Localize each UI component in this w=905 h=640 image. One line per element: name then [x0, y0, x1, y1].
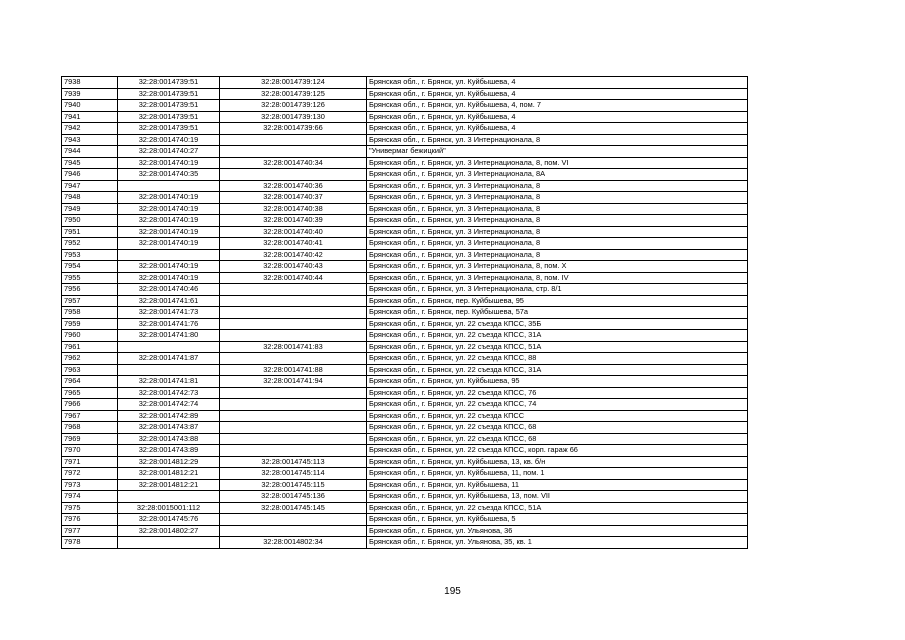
cadastral-number-cell: 32:28:0014745:145: [220, 502, 367, 514]
table-row: [62, 146, 748, 158]
table-row: [62, 422, 748, 434]
parent-cadastral-number-cell: 32:28:0014740:19: [118, 192, 220, 204]
row-number-cell: 7958: [62, 307, 118, 319]
cadastral-number-cell: 32:28:0014740:41: [220, 238, 367, 250]
row-number-cell: 7944: [62, 146, 118, 158]
table-row: [62, 537, 748, 549]
address-cell: Брянская обл., г. Брянск, ул. Куйбышева, 95: [367, 376, 748, 388]
cadastral-number-cell: 32:28:0014741:94: [220, 376, 367, 388]
parent-cadastral-number-cell: 32:28:0014812:21: [118, 479, 220, 491]
parent-cadastral-number-cell: 32:28:0014742:73: [118, 387, 220, 399]
table-row: [62, 192, 748, 204]
table-row: [62, 376, 748, 388]
row-number-cell: 7962: [62, 353, 118, 365]
table-row: [62, 295, 748, 307]
cadastral-number-cell: [220, 353, 367, 365]
parent-cadastral-number-cell: 32:28:0014741:61: [118, 295, 220, 307]
row-number-cell: 7974: [62, 491, 118, 503]
address-cell: Брянская обл., г. Брянск, ул. 22 съезда КПСС, 35Б: [367, 318, 748, 330]
row-number-cell: 7957: [62, 295, 118, 307]
address-cell: Брянская обл., г. Брянск, ул. Ульянова, 36: [367, 525, 748, 537]
cadastral-number-cell: [220, 318, 367, 330]
address-cell: Брянская обл., г. Брянск, пер. Куйбышева, 57а: [367, 307, 748, 319]
row-number-cell: 7976: [62, 514, 118, 526]
cadastral-number-cell: 32:28:0014741:88: [220, 364, 367, 376]
address-cell: Брянская обл., г. Брянск, ул. 3 Интернационала, стр. 8/1: [367, 284, 748, 296]
address-cell: Брянская обл., г. Брянск, ул. 22 съезда КПСС, 74: [367, 399, 748, 411]
cadastral-table: [61, 76, 748, 549]
cadastral-number-cell: 32:28:0014739:130: [220, 111, 367, 123]
parent-cadastral-number-cell: 32:28:0014812:29: [118, 456, 220, 468]
row-number-cell: 7939: [62, 88, 118, 100]
row-number-cell: 7961: [62, 341, 118, 353]
row-number-cell: 7947: [62, 180, 118, 192]
parent-cadastral-number-cell: 32:28:0015001:112: [118, 502, 220, 514]
row-number-cell: 7968: [62, 422, 118, 434]
cadastral-number-cell: [220, 387, 367, 399]
row-number-cell: 7942: [62, 123, 118, 135]
address-cell: Брянская обл., г. Брянск, ул. Куйбышева, 11: [367, 479, 748, 491]
row-number-cell: 7969: [62, 433, 118, 445]
table-row: [62, 399, 748, 411]
address-cell: Брянская обл., г. Брянск, ул. 22 съезда КПСС, 51А: [367, 502, 748, 514]
cadastral-number-cell: 32:28:0014740:34: [220, 157, 367, 169]
table-row: [62, 100, 748, 112]
row-number-cell: 7975: [62, 502, 118, 514]
cadastral-number-cell: [220, 445, 367, 457]
address-cell: Брянская обл., г. Брянск, ул. Куйбышева, 13, кв. б/н: [367, 456, 748, 468]
cadastral-number-cell: 32:28:0014740:44: [220, 272, 367, 284]
parent-cadastral-number-cell: 32:28:0014739:51: [118, 123, 220, 135]
row-number-cell: 7954: [62, 261, 118, 273]
address-cell: Брянская обл., г. Брянск, ул. Куйбышева, 4: [367, 111, 748, 123]
parent-cadastral-number-cell: 32:28:0014739:51: [118, 88, 220, 100]
cadastral-number-cell: 32:28:0014739:66: [220, 123, 367, 135]
row-number-cell: 7951: [62, 226, 118, 238]
row-number-cell: 7946: [62, 169, 118, 181]
row-number-cell: 7953: [62, 249, 118, 261]
table-row: [62, 341, 748, 353]
parent-cadastral-number-cell: 32:28:0014743:89: [118, 445, 220, 457]
cadastral-number-cell: 32:28:0014739:125: [220, 88, 367, 100]
parent-cadastral-number-cell: 32:28:0014740:19: [118, 157, 220, 169]
parent-cadastral-number-cell: 32:28:0014745:76: [118, 514, 220, 526]
table-row: [62, 456, 748, 468]
row-number-cell: 7949: [62, 203, 118, 215]
table-row: [62, 272, 748, 284]
cadastral-number-cell: [220, 433, 367, 445]
parent-cadastral-number-cell: [118, 491, 220, 503]
table-row: [62, 433, 748, 445]
cadastral-number-cell: [220, 422, 367, 434]
parent-cadastral-number-cell: [118, 364, 220, 376]
cadastral-number-cell: [220, 399, 367, 411]
cadastral-number-cell: [220, 146, 367, 158]
parent-cadastral-number-cell: 32:28:0014740:19: [118, 203, 220, 215]
table-row: [62, 525, 748, 537]
address-cell: Брянская обл., г. Брянск, ул. 3 Интернационала, 8: [367, 203, 748, 215]
row-number-cell: 7956: [62, 284, 118, 296]
table-row: [62, 514, 748, 526]
parent-cadastral-number-cell: 32:28:0014739:51: [118, 100, 220, 112]
cadastral-number-cell: [220, 330, 367, 342]
address-cell: Брянская обл., г. Брянск, ул. Куйбышева, 11, пом. 1: [367, 468, 748, 480]
cadastral-number-cell: 32:28:0014745:113: [220, 456, 367, 468]
address-cell: Брянская обл., г. Брянск, ул. Куйбышева, 4, пом. 7: [367, 100, 748, 112]
row-number-cell: 7967: [62, 410, 118, 422]
address-cell: Брянская обл., г. Брянск, ул. 3 Интернационала, 8, пом. IV: [367, 272, 748, 284]
address-cell: Брянская обл., г. Брянск, ул. 3 Интернационала, 8: [367, 238, 748, 250]
table-row: [62, 123, 748, 135]
cadastral-number-cell: 32:28:0014745:115: [220, 479, 367, 491]
cadastral-number-cell: [220, 134, 367, 146]
row-number-cell: 7970: [62, 445, 118, 457]
address-cell: Брянская обл., г. Брянск, ул. 22 съезда КПСС, 31А: [367, 364, 748, 376]
address-cell: Брянская обл., г. Брянск, ул. 22 съезда КПСС, 51А: [367, 341, 748, 353]
parent-cadastral-number-cell: 32:28:0014742:89: [118, 410, 220, 422]
parent-cadastral-number-cell: [118, 249, 220, 261]
row-number-cell: 7973: [62, 479, 118, 491]
table-row: [62, 88, 748, 100]
parent-cadastral-number-cell: 32:28:0014740:19: [118, 261, 220, 273]
cadastral-number-cell: 32:28:0014739:124: [220, 77, 367, 89]
table-row: [62, 491, 748, 503]
address-cell: Брянская обл., г. Брянск, ул. 22 съезда КПСС, 68: [367, 433, 748, 445]
cadastral-number-cell: 32:28:0014740:42: [220, 249, 367, 261]
parent-cadastral-number-cell: 32:28:0014741:87: [118, 353, 220, 365]
cadastral-number-cell: 32:28:0014745:114: [220, 468, 367, 480]
table-row: [62, 111, 748, 123]
table-row: [62, 169, 748, 181]
cadastral-table-body: [62, 77, 748, 549]
page-number: 195: [444, 586, 461, 597]
cadastral-number-cell: 32:28:0014802:34: [220, 537, 367, 549]
table-row: [62, 307, 748, 319]
cadastral-number-cell: 32:28:0014740:36: [220, 180, 367, 192]
parent-cadastral-number-cell: 32:28:0014743:87: [118, 422, 220, 434]
table-row: [62, 330, 748, 342]
row-number-cell: 7959: [62, 318, 118, 330]
address-cell: Брянская обл., г. Брянск, ул. 3 Интернационала, 8, пом. VI: [367, 157, 748, 169]
address-cell: Брянская обл., г. Брянск, ул. 22 съезда КПСС, 31А: [367, 330, 748, 342]
parent-cadastral-number-cell: 32:28:0014739:51: [118, 111, 220, 123]
row-number-cell: 7952: [62, 238, 118, 250]
cadastral-number-cell: [220, 284, 367, 296]
row-number-cell: 7955: [62, 272, 118, 284]
parent-cadastral-number-cell: 32:28:0014743:88: [118, 433, 220, 445]
row-number-cell: 7945: [62, 157, 118, 169]
address-cell: Брянская обл., г. Брянск, ул. 22 съезда КПСС, 88: [367, 353, 748, 365]
row-number-cell: 7972: [62, 468, 118, 480]
table-row: [62, 387, 748, 399]
table-row: [62, 238, 748, 250]
address-cell: Брянская обл., г. Брянск, ул. Куйбышева, 4: [367, 88, 748, 100]
parent-cadastral-number-cell: 32:28:0014740:46: [118, 284, 220, 296]
parent-cadastral-number-cell: 32:28:0014740:19: [118, 215, 220, 227]
table-row: [62, 479, 748, 491]
parent-cadastral-number-cell: [118, 341, 220, 353]
cadastral-number-cell: 32:28:0014740:43: [220, 261, 367, 273]
row-number-cell: 7943: [62, 134, 118, 146]
row-number-cell: 7950: [62, 215, 118, 227]
cadastral-number-cell: [220, 169, 367, 181]
cadastral-number-cell: [220, 307, 367, 319]
parent-cadastral-number-cell: 32:28:0014812:21: [118, 468, 220, 480]
parent-cadastral-number-cell: 32:28:0014741:76: [118, 318, 220, 330]
address-cell: Брянская обл., г. Брянск, ул. 3 Интернационала, 8: [367, 192, 748, 204]
address-cell: Брянская обл., г. Брянск, ул. 3 Интернационала, 8: [367, 226, 748, 238]
parent-cadastral-number-cell: 32:28:0014741:81: [118, 376, 220, 388]
parent-cadastral-number-cell: 32:28:0014740:27: [118, 146, 220, 158]
cadastral-number-cell: [220, 295, 367, 307]
table-row: [62, 157, 748, 169]
row-number-cell: 7940: [62, 100, 118, 112]
address-cell: Брянская обл., г. Брянск, ул. 3 Интернационала, 8: [367, 180, 748, 192]
table-row: [62, 261, 748, 273]
table-row: [62, 410, 748, 422]
address-cell: Брянская обл., г. Брянск, ул. Куйбышева, 13, пом. VII: [367, 491, 748, 503]
table-row: [62, 353, 748, 365]
parent-cadastral-number-cell: 32:28:0014742:74: [118, 399, 220, 411]
address-cell: Брянская обл., г. Брянск, ул. 3 Интернационала, 8: [367, 134, 748, 146]
table-row: [62, 364, 748, 376]
parent-cadastral-number-cell: 32:28:0014740:19: [118, 226, 220, 238]
table-row: [62, 134, 748, 146]
row-number-cell: 7941: [62, 111, 118, 123]
parent-cadastral-number-cell: 32:28:0014741:73: [118, 307, 220, 319]
table-row: [62, 180, 748, 192]
address-cell: Брянская обл., г. Брянск, ул. 22 съезда КПСС: [367, 410, 748, 422]
parent-cadastral-number-cell: [118, 180, 220, 192]
table-row: [62, 226, 748, 238]
row-number-cell: 7964: [62, 376, 118, 388]
address-cell: Брянская обл., г. Брянск, ул. 3 Интернационала, 8: [367, 215, 748, 227]
row-number-cell: 7966: [62, 399, 118, 411]
cadastral-number-cell: 32:28:0014745:136: [220, 491, 367, 503]
address-cell: Брянская обл., г. Брянск, ул. 22 съезда КПСС, корп. гараж 66: [367, 445, 748, 457]
row-number-cell: 7960: [62, 330, 118, 342]
address-cell: Брянская обл., г. Брянск, ул. Ульянова, 35, кв. 1: [367, 537, 748, 549]
table-row: [62, 215, 748, 227]
address-cell: "Универмаг бежицкий": [367, 146, 748, 158]
address-cell: Брянская обл., г. Брянск, ул. Куйбышева, 4: [367, 77, 748, 89]
parent-cadastral-number-cell: 32:28:0014740:19: [118, 238, 220, 250]
address-cell: Брянская обл., г. Брянск, пер. Куйбышева, 95: [367, 295, 748, 307]
table-row: [62, 284, 748, 296]
address-cell: Брянская обл., г. Брянск, ул. 22 съезда КПСС, 76: [367, 387, 748, 399]
cadastral-number-cell: 32:28:0014741:83: [220, 341, 367, 353]
table-row: [62, 249, 748, 261]
parent-cadastral-number-cell: 32:28:0014740:35: [118, 169, 220, 181]
cadastral-number-cell: 32:28:0014740:37: [220, 192, 367, 204]
cadastral-number-cell: 32:28:0014740:40: [220, 226, 367, 238]
cadastral-number-cell: [220, 514, 367, 526]
address-cell: Брянская обл., г. Брянск, ул. 22 съезда КПСС, 68: [367, 422, 748, 434]
row-number-cell: 7978: [62, 537, 118, 549]
address-cell: Брянская обл., г. Брянск, ул. 3 Интернационала, 8А: [367, 169, 748, 181]
cadastral-number-cell: 32:28:0014740:38: [220, 203, 367, 215]
parent-cadastral-number-cell: 32:28:0014739:51: [118, 77, 220, 89]
row-number-cell: 7948: [62, 192, 118, 204]
parent-cadastral-number-cell: [118, 537, 220, 549]
row-number-cell: 7965: [62, 387, 118, 399]
row-number-cell: 7977: [62, 525, 118, 537]
parent-cadastral-number-cell: 32:28:0014740:19: [118, 134, 220, 146]
row-number-cell: 7963: [62, 364, 118, 376]
cadastral-number-cell: [220, 525, 367, 537]
address-cell: Брянская обл., г. Брянск, ул. Куйбышева, 5: [367, 514, 748, 526]
table-row: [62, 468, 748, 480]
address-cell: Брянская обл., г. Брянск, ул. 3 Интернационала, 8, пом. X: [367, 261, 748, 273]
parent-cadastral-number-cell: 32:28:0014802:27: [118, 525, 220, 537]
address-cell: Брянская обл., г. Брянск, ул. 3 Интернационала, 8: [367, 249, 748, 261]
table-row: [62, 318, 748, 330]
table-row: [62, 445, 748, 457]
row-number-cell: 7971: [62, 456, 118, 468]
table-row: [62, 502, 748, 514]
row-number-cell: 7938: [62, 77, 118, 89]
parent-cadastral-number-cell: 32:28:0014741:80: [118, 330, 220, 342]
cadastral-number-cell: 32:28:0014740:39: [220, 215, 367, 227]
table-row: [62, 203, 748, 215]
address-cell: Брянская обл., г. Брянск, ул. Куйбышева, 4: [367, 123, 748, 135]
table-row: [62, 77, 748, 89]
parent-cadastral-number-cell: 32:28:0014740:19: [118, 272, 220, 284]
cadastral-number-cell: [220, 410, 367, 422]
cadastral-number-cell: 32:28:0014739:126: [220, 100, 367, 112]
